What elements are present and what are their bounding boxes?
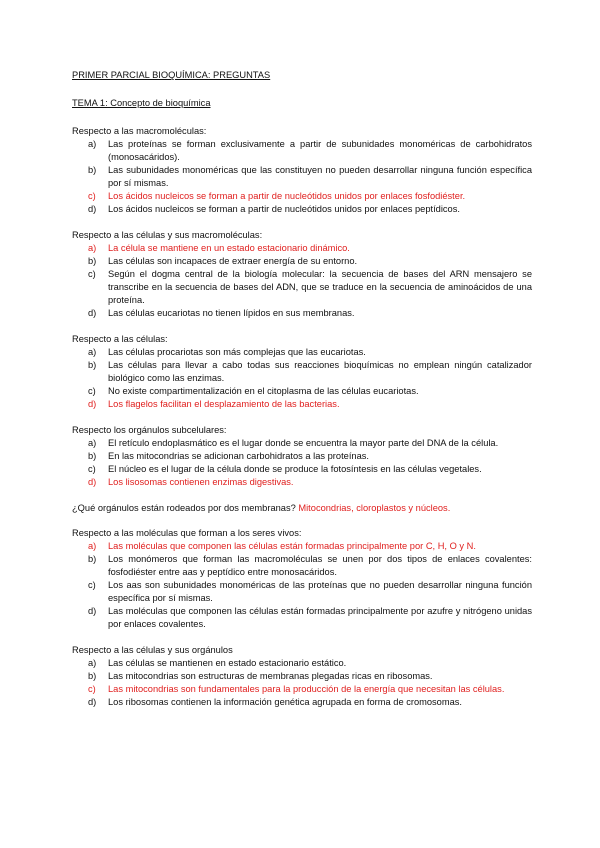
question-block bbox=[72, 527, 532, 631]
option-text: Las subunidades monoméricas que las constituyen no pueden desarrollar ninguna función específica por sí mismas. bbox=[108, 165, 532, 188]
question-list-2 bbox=[72, 527, 532, 709]
option-letter: d) bbox=[88, 399, 97, 409]
option-text: Los ácidos nucleicos se forman a partir de nucleótidos unidos por enlaces peptídicos. bbox=[108, 204, 460, 214]
option-text: Las células son incapaces de extraer energía de su entorno. bbox=[108, 256, 358, 266]
option bbox=[72, 605, 532, 631]
correct-option bbox=[72, 398, 532, 411]
option bbox=[72, 138, 532, 164]
correct-option bbox=[72, 242, 532, 255]
option-list bbox=[72, 657, 532, 709]
option-text: Los ácidos nucleicos se forman a partir de nucleótidos unidos por enlaces fosfodiéster. bbox=[108, 191, 466, 201]
option-text: Los monómeros que forman las macromoléculas se unen por dos tipos de enlaces covalentes: fosfodiéster entre aas y peptídico entre monosacáridos. bbox=[108, 554, 532, 577]
option-letter: d) bbox=[88, 308, 97, 318]
option-text: Los lisosomas contienen enzimas digestivas. bbox=[108, 477, 294, 487]
option-text: Las células para llevar a cabo todas sus reacciones bioquímicas no emplean ningún catalizador biológico como las enzimas. bbox=[108, 360, 532, 383]
inline-question-answer: Mitocondrias, cloroplastos y núcleos. bbox=[298, 503, 451, 513]
option-text: Las células se mantienen en estado estacionario estático. bbox=[108, 658, 347, 668]
option bbox=[72, 437, 532, 450]
option-list bbox=[72, 540, 532, 631]
question-text: Respecto a las células y sus macromoléculas: bbox=[72, 230, 263, 240]
option-letter: b) bbox=[88, 554, 97, 564]
option-text: No existe compartimentalización en el citoplasma de las células eucariotas. bbox=[108, 386, 419, 396]
option-letter: c) bbox=[88, 464, 96, 474]
option-text: Las moléculas que componen las células están formadas principalmente por azufre y nitrógeno unidas por enlaces covalentes. bbox=[108, 606, 532, 629]
option-list bbox=[72, 242, 532, 320]
option bbox=[72, 268, 532, 307]
inline-question bbox=[72, 502, 532, 515]
option-letter: a) bbox=[88, 139, 97, 149]
question-block bbox=[72, 644, 532, 709]
option-text: Las moléculas que componen las células están formadas principalmente por C, H, O y N. bbox=[108, 541, 476, 551]
question-text: Respecto a las macromoléculas: bbox=[72, 126, 207, 136]
option-letter: d) bbox=[88, 204, 97, 214]
option-letter: a) bbox=[88, 658, 97, 668]
document-content bbox=[72, 69, 532, 722]
option-letter: a) bbox=[88, 438, 97, 448]
option bbox=[72, 385, 532, 398]
option-letter: a) bbox=[88, 541, 97, 551]
option bbox=[72, 307, 532, 320]
option bbox=[72, 579, 532, 605]
option bbox=[72, 463, 532, 476]
question-block bbox=[72, 333, 532, 411]
option-letter: c) bbox=[88, 684, 96, 694]
option bbox=[72, 657, 532, 670]
option-letter: b) bbox=[88, 360, 97, 370]
option-letter: b) bbox=[88, 451, 97, 461]
option bbox=[72, 164, 532, 190]
correct-option bbox=[72, 540, 532, 553]
option-text: Las células eucariotas no tienen lípidos en sus membranas. bbox=[108, 308, 355, 318]
option-letter: b) bbox=[88, 671, 97, 681]
option-list bbox=[72, 138, 532, 216]
question-block bbox=[72, 229, 532, 320]
option-text: Los ribosomas contienen la información genética agrupada en forma de cromosomas. bbox=[108, 697, 462, 707]
option bbox=[72, 670, 532, 683]
option bbox=[72, 553, 532, 579]
option-letter: c) bbox=[88, 269, 96, 279]
option bbox=[72, 359, 532, 385]
option-text: El retículo endoplasmático es el lugar donde se encuentra la mayor parte del DNA de la célula. bbox=[108, 438, 499, 448]
option-text: El núcleo es el lugar de la célula donde se produce la fotosíntesis en las células vegetales. bbox=[108, 464, 482, 474]
option-letter: b) bbox=[88, 165, 97, 175]
option-letter: c) bbox=[88, 386, 96, 396]
option bbox=[72, 203, 532, 216]
option-text: Las proteínas se forman exclusivamente a partir de subunidades monoméricas de carbohidratos (monosacáridos). bbox=[108, 139, 532, 162]
option-text: Los aas son subunidades monoméricas de las proteínas que no pueden desarrollar ninguna función específica por sí mismas. bbox=[108, 580, 532, 603]
option-letter: c) bbox=[88, 191, 96, 201]
question-text: Respecto a las células y sus orgánulos bbox=[72, 645, 233, 655]
option bbox=[72, 696, 532, 709]
document-title: PRIMER PARCIAL BIOQUÍMICA: PREGUNTAS bbox=[72, 70, 271, 80]
option-text: En las mitocondrias se adicionan carbohidratos a las proteínas. bbox=[108, 451, 369, 461]
option-text: Los flagelos facilitan el desplazamiento de las bacterias. bbox=[108, 399, 340, 409]
correct-option bbox=[72, 476, 532, 489]
question-text: Respecto a las células: bbox=[72, 334, 168, 344]
option bbox=[72, 346, 532, 359]
option-text: Las mitocondrias son fundamentales para la producción de la energía que necesitan las células. bbox=[108, 684, 505, 694]
option-letter: a) bbox=[88, 347, 97, 357]
question-block bbox=[72, 125, 532, 216]
option-letter: d) bbox=[88, 697, 97, 707]
option-text: Las mitocondrias son estructuras de membranas plegadas ricas en ribosomas. bbox=[108, 671, 433, 681]
question-block bbox=[72, 424, 532, 489]
option-list bbox=[72, 437, 532, 489]
option-letter: b) bbox=[88, 256, 97, 266]
option-text: Según el dogma central de la biología molecular: la secuencia de bases del ARN mensajero se transcribe en la secuencia de bases del ADN, que se traduce en la secuencia de aminoácidos de una proteína. bbox=[108, 269, 532, 305]
inline-question-text: ¿Qué orgánulos están rodeados por dos membranas? bbox=[72, 503, 296, 513]
correct-option bbox=[72, 190, 532, 203]
option-text: Las células procariotas son más complejas que las eucariotas. bbox=[108, 347, 366, 357]
question-text: Respecto los orgánulos subcelulares: bbox=[72, 425, 227, 435]
question-text: Respecto a las moléculas que forman a los seres vivos: bbox=[72, 528, 302, 538]
option bbox=[72, 450, 532, 463]
option-letter: c) bbox=[88, 580, 96, 590]
topic-heading: TEMA 1: Concepto de bioquímica bbox=[72, 98, 211, 108]
correct-option bbox=[72, 683, 532, 696]
option-letter: d) bbox=[88, 477, 97, 487]
option bbox=[72, 255, 532, 268]
option-letter: d) bbox=[88, 606, 97, 616]
option-list bbox=[72, 346, 532, 411]
question-list-1 bbox=[72, 125, 532, 489]
option-text: La célula se mantiene en un estado estacionario dinámico. bbox=[108, 243, 350, 253]
option-letter: a) bbox=[88, 243, 97, 253]
